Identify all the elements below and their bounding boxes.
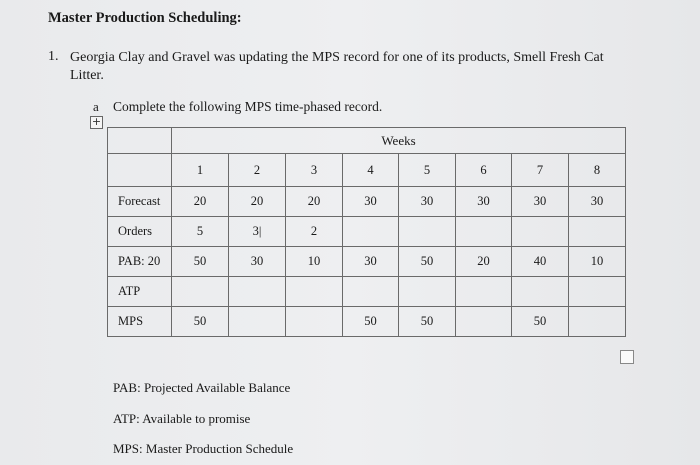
forecast-cell[interactable]: 30 — [343, 187, 399, 217]
pab-row — [108, 247, 626, 277]
forecast-row — [108, 187, 626, 217]
row-label[interactable]: Forecast — [108, 187, 172, 217]
mps-record-table — [107, 127, 626, 337]
orders-cell[interactable] — [399, 217, 456, 247]
pab-cell[interactable]: 20 — [456, 247, 512, 277]
pab-cell[interactable]: 50 — [399, 247, 456, 277]
week-number-cell[interactable]: 7 — [512, 154, 569, 187]
week-number-cell[interactable]: 4 — [343, 154, 399, 187]
section-heading: Master Production Scheduling: — [48, 10, 242, 26]
mps-cell[interactable] — [286, 307, 343, 337]
orders-row — [108, 217, 626, 247]
atp-row — [108, 277, 626, 307]
orders-cell[interactable] — [343, 217, 399, 247]
week-number-row — [108, 154, 626, 187]
orders-cell[interactable] — [512, 217, 569, 247]
forecast-cell[interactable]: 30 — [512, 187, 569, 217]
pab-cell[interactable]: 30 — [229, 247, 286, 277]
pab-cell[interactable]: 50 — [172, 247, 229, 277]
forecast-cell[interactable]: 20 — [229, 187, 286, 217]
atp-cell[interactable] — [569, 277, 626, 307]
question-text: Georgia Clay and Gravel was updating the MPS record for one of its products, Smell Fresh Cat Litter. — [70, 50, 604, 83]
mps-cell[interactable]: 50 — [512, 307, 569, 337]
orders-cell[interactable] — [569, 217, 626, 247]
legend-atp: ATP: Available to promise — [113, 411, 251, 426]
atp-cell[interactable] — [343, 277, 399, 307]
atp-cell[interactable] — [456, 277, 512, 307]
atp-cell[interactable] — [286, 277, 343, 307]
row-label[interactable]: MPS — [108, 307, 172, 337]
atp-cell[interactable] — [229, 277, 286, 307]
week-number-cell[interactable]: 5 — [399, 154, 456, 187]
subquestion-letter: a — [93, 99, 99, 114]
week-number-cell[interactable]: 2 — [229, 154, 286, 187]
week-number-cell[interactable]: 8 — [569, 154, 626, 187]
mps-cell[interactable] — [456, 307, 512, 337]
legend-mps: MPS: Master Production Schedule — [113, 441, 294, 456]
mps-row — [108, 307, 626, 337]
orders-cell[interactable]: 5 — [172, 217, 229, 247]
weeks-header[interactable]: Weeks — [172, 128, 626, 154]
table-move-handle-icon[interactable]: + — [91, 115, 102, 128]
week-number-cell[interactable]: 1 — [172, 154, 229, 187]
week-number-cell[interactable]: 3 — [286, 154, 343, 187]
pab-cell[interactable]: 30 — [343, 247, 399, 277]
pab-cell[interactable]: 40 — [512, 247, 569, 277]
atp-cell[interactable] — [512, 277, 569, 307]
table-resize-handle-icon[interactable] — [620, 350, 634, 364]
mps-cell[interactable]: 50 — [343, 307, 399, 337]
mps-cell[interactable] — [229, 307, 286, 337]
pab-cell[interactable]: 10 — [569, 247, 626, 277]
forecast-cell[interactable]: 30 — [399, 187, 456, 217]
forecast-cell[interactable]: 20 — [286, 187, 343, 217]
row-label[interactable]: PAB: 20 — [108, 247, 172, 277]
week-label-cell[interactable] — [108, 154, 172, 187]
legend-pab: PAB: Projected Available Balance — [113, 380, 291, 395]
atp-cell[interactable] — [172, 277, 229, 307]
forecast-cell[interactable]: 20 — [172, 187, 229, 217]
mps-cell[interactable] — [569, 307, 626, 337]
header-corner-cell[interactable] — [108, 128, 172, 154]
question-number: 1. — [48, 49, 59, 64]
week-number-cell[interactable]: 6 — [456, 154, 512, 187]
subquestion-text: Complete the following MPS time-phased record. — [113, 99, 383, 114]
forecast-cell[interactable]: 30 — [456, 187, 512, 217]
mps-cell[interactable]: 50 — [399, 307, 456, 337]
row-label[interactable]: Orders — [108, 217, 172, 247]
mps-cell[interactable]: 50 — [172, 307, 229, 337]
pab-cell[interactable]: 10 — [286, 247, 343, 277]
orders-cell[interactable] — [456, 217, 512, 247]
orders-cell[interactable]: 2 — [286, 217, 343, 247]
atp-cell[interactable] — [399, 277, 456, 307]
row-label[interactable]: ATP — [108, 277, 172, 307]
forecast-cell[interactable]: 30 — [569, 187, 626, 217]
orders-cell[interactable]: 3| — [229, 217, 286, 247]
